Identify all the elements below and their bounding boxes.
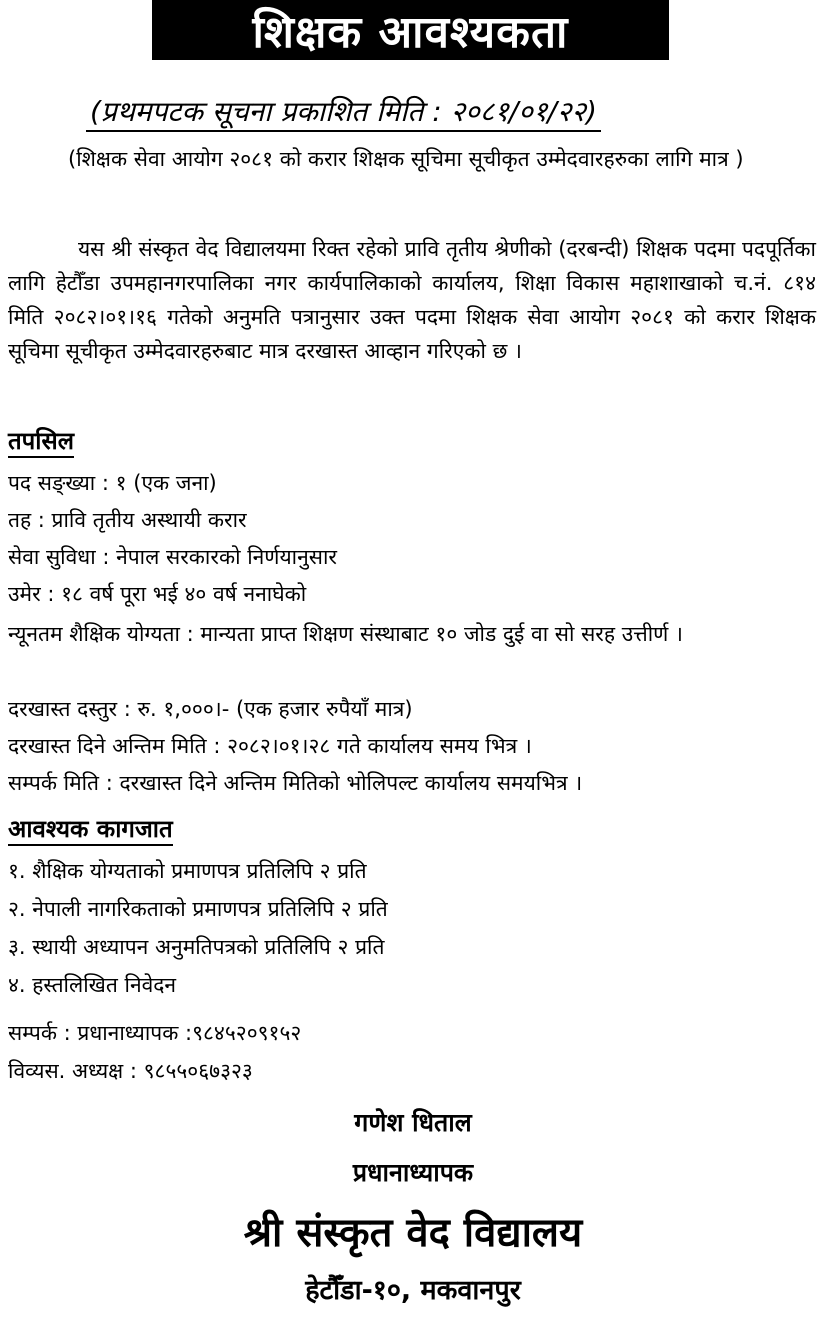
publication-date-text: (प्रथमपटक सूचना प्रकाशित मिति : २०८१/०१/२२) [86,95,601,132]
school-name: श्री संस्कृत वेद विद्यालय [243,1210,583,1256]
details-heading: तपसिल [8,426,74,458]
contact-headmaster: सम्पर्क : प्रधानाध्यापक :९८४५२०९१५२ [8,1021,302,1045]
detail-line-deadline: दरखास्त दिने अन्तिम मिति : २०८२।०१।२८ गते कार्यालय समय भित्र । [8,734,532,758]
detail-line-age: उमेर : १८ वर्ष पूरा भई ४० वर्ष ननाघेको [8,582,307,606]
detail-line-level: तह : प्रावि तृतीय अस्थायी करार [8,508,247,532]
eligibility-note: (शिक्षक सेवा आयोग २०८१ को करार शिक्षक सूचिमा सूचीकृत उम्मेदवारहरुका लागि मात्र ) [68,147,744,171]
detail-line-contact-date: सम्पर्क मिति : दरखास्त दिने अन्तिम मितिको भोलिपल्ट कार्यालय समयभित्र । [8,771,583,795]
contact-chairperson: विव्यस. अध्यक्ष : ९८५५०६७३२३ [8,1059,253,1083]
signatory-role: प्रधानाध्यापक [352,1158,474,1187]
document-item: ४. हस्तलिखित निवेदन [8,973,177,997]
documents-heading: आवश्यक कागजात [8,814,173,846]
signatory-name: गणेश धिताल [354,1108,472,1137]
detail-line-fee: दरखास्त दस्तुर : रु. १,०००।- (एक हजार रुपैयाँ मात्र) [8,697,413,721]
notice-title: शिक्षक आवश्यकता [152,0,669,60]
document-item: २. नेपाली नागरिकताको प्रमाणपत्र प्रतिलिपि २ प्रति [8,897,388,921]
publication-date [86,92,746,132]
detail-line-qualification: न्यूनतम शैक्षिक योग्यता : मान्यता प्राप्त शिक्षण संस्थाबाट १० जोड दुई वा सो सरह उत्तीर्ण । [8,622,684,646]
document-item: ३. स्थायी अध्यापन अनुमतिपत्रको प्रतिलिपि २ प्रति [8,935,385,959]
document-item: १. शैक्षिक योग्यताको प्रमाणपत्र प्रतिलिपि २ प्रति [8,859,367,883]
school-address: हेटौँडा-१०, मकवानपुर [305,1275,521,1306]
detail-line-posts: पद सङ्ख्या : १ (एक जना) [8,471,217,495]
main-paragraph: यस श्री संस्कृत वेद विद्यालयमा रिक्त रहेको प्रावि तृतीय श्रेणीको (दरबन्दी) शिक्षक पदमा पदपूर्तिका लागि हेटौँडा उपमहानगरपालिका नगर कार्यपालिकाको कार्यालय, शिक्षा विकास महाशाखाको च.नं. ८१४ मिति २०८२।०१।१६ गतेको अनुमति पत्रानुसार उक्त पदमा शिक्षक सेवा आयोग २०८१ को करार शिक्षक सूचिमा सूचीकृत उम्मेदवारहरुबाट मात्र दरखास्त आव्हान गरिएको छ । [8,237,816,363]
detail-line-facilities: सेवा सुविधा : नेपाल सरकारको निर्णयानुसार [8,545,337,569]
